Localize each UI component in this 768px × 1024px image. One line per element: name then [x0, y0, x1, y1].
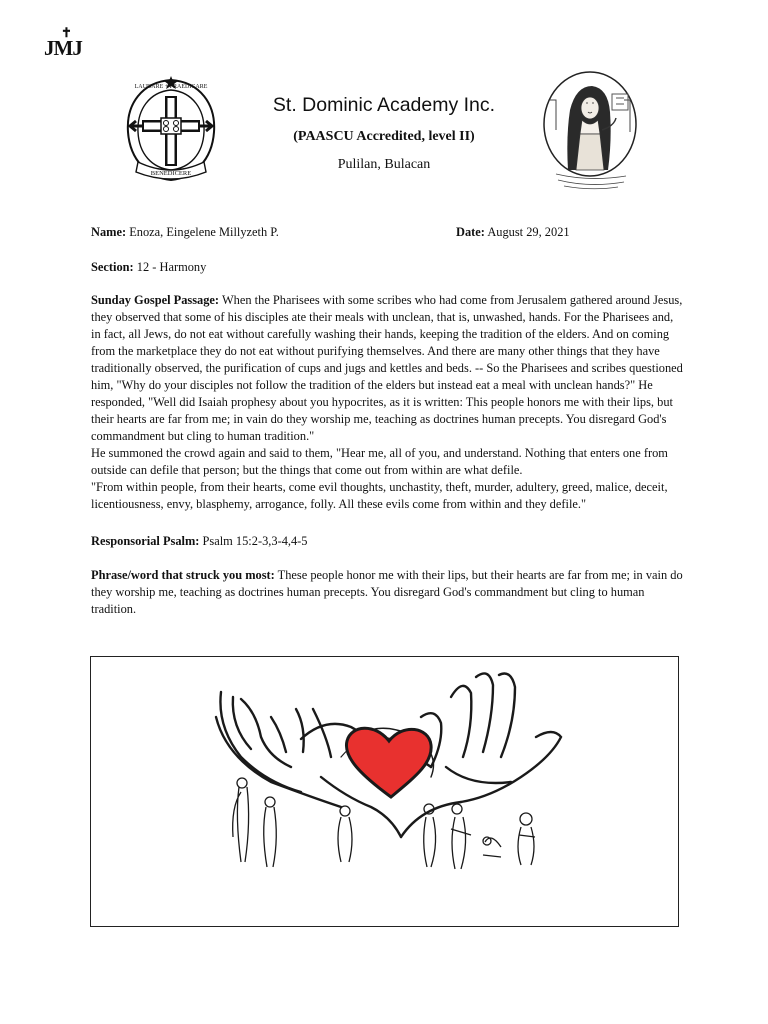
- date-value: August 29, 2021: [487, 225, 570, 239]
- school-name: St. Dominic Academy Inc.: [272, 94, 496, 116]
- seal-motto-text: LAUDARE + PRAEDICARE: [134, 84, 208, 90]
- section-value: 12 - Harmony: [136, 260, 207, 274]
- section-label: Section:: [91, 260, 134, 274]
- date-field: [456, 224, 570, 241]
- psalm-value: Psalm 15:2-3,3-4,4-5: [202, 534, 308, 548]
- name-value: Enoza, Eingelene Millyzeth P.: [129, 225, 279, 239]
- gospel-passage: [91, 292, 683, 513]
- seal-banner-text: BENEDICERE: [150, 170, 192, 177]
- jmj-monogram: [44, 26, 88, 62]
- heart-shape: [346, 728, 431, 797]
- name-field: [91, 224, 279, 241]
- school-location: Pulilan, Bulacan: [337, 157, 431, 172]
- gospel-text-3: "From within people, from their hearts, come evil thoughts, unchastity, theft, murder, adultery, greed, malice, deceit, licentiousness, envy, blasphemy, arrogance, folly. All these evils come from within and they defile.": [91, 480, 668, 511]
- gospel-label: Sunday Gospel Passage:: [91, 293, 220, 307]
- psalm-label: Responsorial Psalm:: [91, 534, 200, 548]
- gospel-text-1: When the Pharisees with some scribes who had come from Jerusalem gathered around Jesus, they observed that some of his disciples ate their meals with unclean, that is, unwashed, hands. For the Pharisees and, in fact, all Jews, do not eat without carefully washing their hands, keeping the tradition of the elders. And on coming from the marketplace they do not eat without purifying themselves. And there are many other things that they have traditionally observed, the purification of cups and jugs and kettles and beds. -- So the Pharisees and scribes questioned him, "Why do your disciples not follow the tradition of the elders but instead eat a meal with unclean hands?" He responded, "Well did Isaiah prophesy about you hypocrites, as it is written: This people honors me with their lips, but their hearts are far from me; in vain do they worship me, teaching as doctrines human precepts. You disregard God's commandment but cling to human tradition.": [91, 293, 683, 443]
- saint-portrait-image: [542, 70, 638, 192]
- jmj-letters: JMJ: [44, 36, 82, 60]
- name-label: Name:: [91, 225, 127, 239]
- date-label: Date:: [456, 225, 485, 239]
- phrase-value: These people honor me with their lips, but their hearts are far from me; in vain do they worship me, teaching as doctrines human precepts. You disregard God's commandment but cling to human tradition.: [91, 568, 683, 616]
- section-field: [91, 259, 206, 276]
- hands-heart-drawing: [90, 656, 679, 927]
- phrase-field: [91, 567, 683, 618]
- cross-icon: ✝: [61, 25, 72, 40]
- psalm-field: [91, 533, 308, 550]
- accreditation-line: (PAASCU Accredited, level II): [293, 129, 475, 144]
- phrase-label: Phrase/word that struck you most:: [91, 568, 275, 582]
- gospel-text-2: He summoned the crowd again and said to them, "Hear me, all of you, and understand. Nothing that enters one from outside can defile that person; but the things that come out from within are what defile.: [91, 446, 668, 477]
